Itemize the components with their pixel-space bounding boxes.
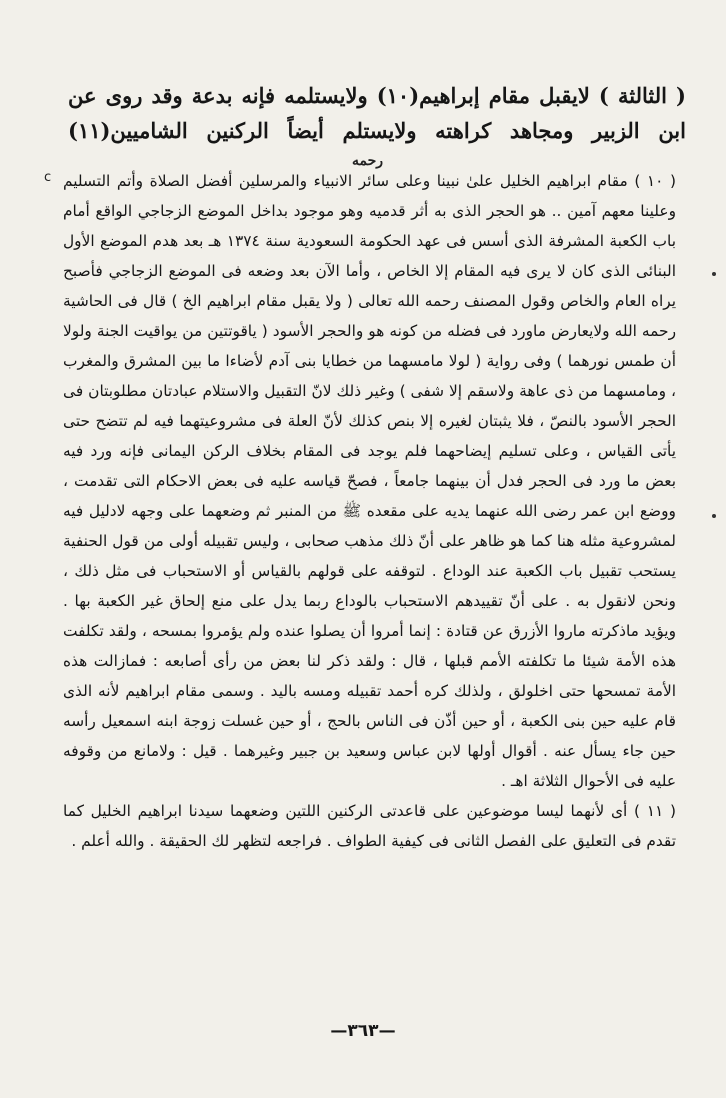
margin-letter: c: [44, 170, 52, 185]
heading-line-1: ( الثالثة ) لايقبل مقام إبراهيم(١٠) ولايستلمه فإنه بدعة وقد روى عن: [68, 83, 686, 108]
page-number: —٣٦٣—: [330, 1021, 396, 1041]
margin-dot: [712, 272, 716, 276]
footnotes-block: [63, 166, 676, 856]
heading-line-2: ابن الزبير ومجاهد كراهته ولايستلم أيضاً الركنين الشاميين(١١): [68, 118, 686, 143]
main-text-heading: [68, 78, 686, 148]
handwritten-annotation: رحمه: [352, 153, 384, 169]
footnote-11: ( ١١ ) أى لأنهما ليسا موضوعين على قاعدتى الركنين اللتين وضعهما سيدنا ابراهيم الخليل كما تقدم فى التعليق على الفصل الثانى فى كيفية الطواف . فراجعه لتظهر لك الحقيقة . والله أعلم .: [63, 802, 676, 850]
footnote-10: ( ١٠ ) مقام ابراهيم الخليل علىٰ نبينا وعلى سائر الانبياء والمرسلين أفضل الصلاة وأتم التسليم وعلينا معهم آمين .. هو الحجر الذى به أثر قدميه وهو موجود بداخل الموضع الزجاجي الواقع أمام باب الكعبة المشرفة الذى أسس فى عهد الحكومة السعودية سنة ١٣٧٤ هـ بعد هدم الموضع الأول البنائى الذى كان لا يرى فيه المقام إلا الخاص ، وأما الآن بعد وضعه فى الموضع الزجاجي فأصبح يراه العام والخاص وقول المصنف رحمه الله تعالى ( ولا يقبل مقام ابراهيم الخ ) قال فى الحاشية رحمه الله ولايعارض ماورد فى فضله من كونه هو والحجر الأسود ( ياقوتتين من يواقيت الجنة ولولا أن طمس نورهما ) وفى رواية ( لولا مامسهما من خطايا بنى آدم لأضاءا ما بين المشرق والمغرب ، ومامسهما من ذى عاهة ولاسقم إلا شفى ) وغير ذلك لانّ التقبيل والاستلام عبادتان مطلوبتان فى الحجر الأسود بالنصّ ، فلا يثبتان لغيره إلا بنص كذلك لأنّ العلة فى مشروعيتهما فيه لم تتضح حتى يأتى القياس ، وعلى تسليم إيضاحهما فلم يوجد فى المقام بخلاف الركن اليمانى فإنه ورد فيه بعض ما ورد فى الحجر فدل أن بينهما جامعاً ، فصحّ قياسه عليه فى بعض الاحكام التى تقدمت ، ووضع ابن عمر رضى الله عنهما يديه على مقعده ﷺ من المنبر ثم وضعهما على وجهه لادليل فيه لمشروعية مثله هنا كما هو ظاهر على أنّ ذلك مذهب صحابى ، وليس تقبيله أولى من قول الحنفية يستحب تقبيل باب الكعبة عند الوداع . لتوقفه على قولهم بالقياس أو الاستحباب فى مثل ذلك ، ونحن لانقول به . على أنّ تقييدهم الاستحباب بالوداع ربما يدل على منع إلحاق غير الكعبة بها . ويؤيد ماذكرته ماروا الأزرق عن قتادة : إنما أمروا أن يصلوا عنده ولم يؤمروا بمسحه ، ولقد تكلفت هذه الأمة شيئا ما تكلفته الأمم قبلها ، قال : ولقد ذكر لنا بعض من رأى أصابعه : فمازالت هذه الأمة تمسحها حتى اخلولق ، ولذلك كره أحمد تقبيله ومسه باليد . وسمى مقام ابراهيم لأنه الذى قام عليه حين بنى الكعبة ، أو حين أذّن فى الناس بالحج ، أو حين غسلت زوجة ابنه اسمعيل رأسه حين جاء يسأل عنه . أقوال أولها لابن عباس وسعيد بن جبير وغيرهما . قيل : ولامانع من وقوفه عليه فى الأحوال الثلاثة اهـ .: [63, 172, 677, 790]
margin-dot: [712, 514, 716, 518]
